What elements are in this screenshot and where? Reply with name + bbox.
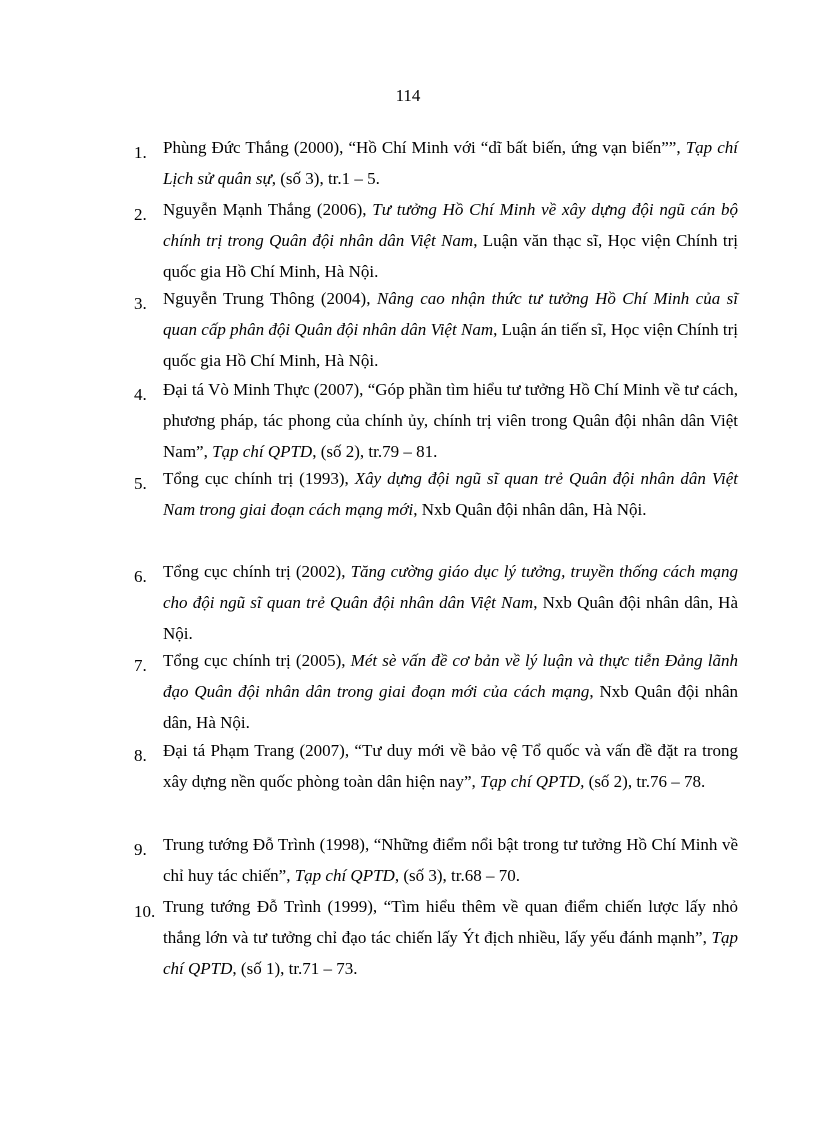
reference-title: Tạp chí Lịch sử quân sự [163,138,738,188]
reference-segment: Nguyễn Trung Thông (2004), [163,289,377,308]
page-number: 114 [395,86,421,105]
reference-segment: Tổng cục chính trị (1993), [163,469,355,488]
reference-title: Tạp chí QPTD [163,928,738,978]
reference-number: 3. [134,294,147,313]
reference-segment: (số 2), tr.76 – 78. [584,772,706,791]
reference-text [163,463,738,525]
reference-title: Nâng cao nhận thức tư tưởng Hồ Chí Minh của sĩ quan cấp phân đội Quân đội nhân dân Việt Nam [163,289,738,339]
reference-text [163,645,738,738]
reference-title: Tạp chí QPTD, [480,772,585,791]
reference-segment: Phùng Đức Thắng (2000), “Hồ Chí Minh với “dĩ bất biến, ứng vạn biến””, [163,138,686,157]
reference-segment: , (số 1), tr.71 – 73. [232,959,358,978]
reference-number: 4. [134,385,147,404]
reference-text [163,194,738,287]
reference-segment: Đại tá Phạm Trang (2007), “Tư duy mới về bảo vệ Tổ quốc và vấn đề đặt ra trong xây dựng nền quốc phòng toàn dân hiện nay”, [163,741,738,791]
reference-segment: Trung tướng Đỗ Trình (1998), “Những điểm nổi bật trong tư tưởng Hồ Chí Minh về chỉ huy tác chiến”, [163,835,738,885]
reference-text [163,132,738,194]
reference-segment: , (số 2), tr.79 – 81. [312,442,438,461]
reference-number: 6. [134,567,147,586]
reference-number: 8. [134,746,147,765]
reference-number: 1. [134,143,147,162]
reference-segment: Nguyễn Mạnh Thắng (2006), [163,200,373,219]
reference-text [163,374,738,467]
reference-segment: , Nxb Quân đội nhân dân, Hà Nội. [163,593,738,643]
reference-text [163,891,738,984]
reference-segment: Đại tá Vò Minh Thực (2007), “Góp phần tìm hiểu tư tưởng Hồ Chí Minh về tư cách, phương pháp, tác phong của chính ủy, chính trị viên trong Quân đội nhân dân Việt Nam”, [163,380,738,461]
reference-number: 10. [134,902,156,921]
reference-text [163,735,738,797]
reference-number: 7. [134,656,147,675]
reference-number: 2. [134,205,147,224]
reference-segment: , Nxb Quân đội nhân dân, Hà Nội. [413,500,647,519]
reference-title: Tăng cường giáo dục lý tưởng, truyền thống cách mạng cho đội ngũ sĩ quan trẻ Quân đội nhân dân Việt Nam [163,562,738,612]
reference-text [163,556,738,649]
reference-segment: , (số 3), tr.1 – 5. [271,169,380,188]
reference-segment: , Luận án tiến sĩ, Học viện Chính trị quốc gia Hồ Chí Minh, Hà Nội. [163,320,738,370]
reference-segment: , (số 3), tr.68 – 70. [394,866,520,885]
reference-text [163,283,738,376]
reference-number: 5. [134,474,147,493]
reference-segment: Tổng cục chính trị (2005), [163,651,351,670]
reference-title: Mét sè vấn đề cơ bản về lý luận và thực tiễn Đảng lãnh đạo Quân đội nhân dân trong giai đoạn mới của cách mạng [163,651,738,701]
reference-number: 9. [134,840,147,859]
reference-segment: Trung tướng Đỗ Trình (1999), “Tìm hiểu thêm về quan điểm chiến lược lấy nhỏ thắng lớn và tư tưởng chỉ đạo tác chiến lấy Ýt địch nhiều, lấy yếu đánh mạnh”, [163,897,738,947]
reference-title: Tạp chí QPTD [294,866,395,885]
reference-title: Tạp chí QPTD [212,442,313,461]
reference-segment: Tổng cục chính trị (2002), [163,562,351,581]
reference-title: Xây dựng đội ngũ sĩ quan trẻ Quân đội nhân dân Việt Nam trong giai đoạn cách mạng mới [163,469,738,519]
reference-segment: , Luận văn thạc sĩ, Học viện Chính trị quốc gia Hồ Chí Minh, Hà Nội. [163,231,738,281]
reference-title: Tư tưởng Hồ Chí Minh về xây dựng đội ngũ cán bộ chính trị trong Quân đội nhân dân Việt Nam [163,200,738,250]
reference-segment: , Nxb Quân đội nhân dân, Hà Nội. [163,682,739,732]
reference-text [163,829,738,891]
